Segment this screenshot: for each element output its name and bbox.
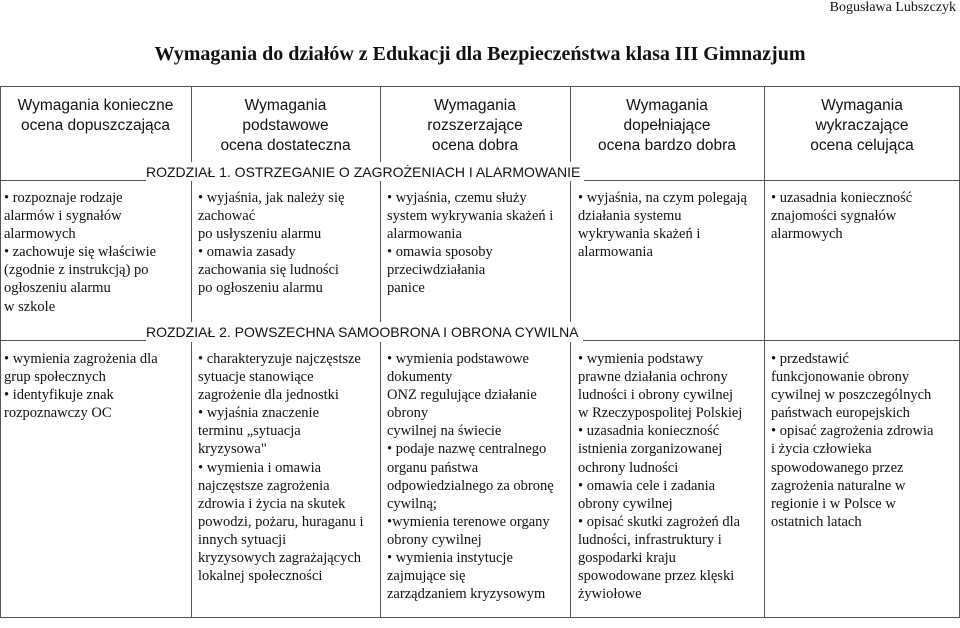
cell-line: system wykrywania skażeń i: [387, 208, 554, 225]
cell-line: państwach europejskich: [771, 405, 910, 422]
cell-line: •wymienia terenowe organy: [387, 513, 550, 530]
header-line: wykraczające: [815, 117, 909, 134]
header-line: ocena dostateczna: [220, 137, 351, 154]
cell-line: funkcjonowanie obrony: [771, 369, 910, 386]
cell-line: zdrowia i życia na skutek: [198, 495, 346, 512]
cell-line: w Rzeczypospolitej Polskiej: [578, 405, 743, 422]
cell-line: • wyjaśnia, na czym polegają: [578, 190, 747, 206]
cell-s2-dopelniajace: [578, 350, 764, 603]
cell-line: i życia człowieka: [771, 441, 872, 458]
table-border-top: [0, 86, 960, 87]
cell-line: cywilną;: [387, 495, 437, 512]
cell-line: najczęstsze zagrożenia: [198, 477, 330, 494]
cell-line: dokumenty: [387, 369, 453, 386]
cell-line: ochrony ludności: [578, 459, 679, 476]
column-divider: [380, 342, 381, 618]
column-divider: [570, 342, 571, 618]
header-line: Wymagania konieczne: [17, 97, 174, 114]
cell-line: (zgodnie z instrukcją) po: [4, 262, 149, 279]
cell-line: zagrożenie dla jednostki: [198, 387, 339, 404]
cell-line: powodzi, pożaru, huraganu i: [198, 513, 364, 530]
cell-line: innych sytuacji: [198, 531, 287, 548]
cell-line: po usłyszeniu alarmu: [198, 226, 322, 243]
cell-line: ogłoszeniu alarmu: [4, 280, 111, 297]
cell-line: sytuacje stanowiące: [198, 369, 314, 386]
cell-line: • podaje nazwę centralnego: [387, 441, 547, 458]
cell-line: panice: [387, 280, 425, 297]
section-title-1: ROZDZIAŁ 1. OSTRZEGANIE O ZAGROŻENIACH I ALARMOWANIE: [146, 163, 584, 181]
cell-line: cywilnej w poszczególnych: [771, 387, 932, 404]
cell-line: gospodarki kraju: [578, 550, 676, 567]
cell-line: • wyjaśnia, jak należy się: [198, 190, 345, 206]
cell-s2-rozszerzajace: [387, 350, 569, 603]
column-divider: [191, 342, 192, 618]
cell-line: alarmowania: [387, 226, 462, 243]
cell-line: • wyjaśnia, czemu służy: [387, 190, 527, 206]
cell-line: w szkole: [4, 298, 56, 315]
cell-line: • wymienia i omawia: [198, 459, 322, 476]
cell-line: • wymienia zagrożenia dla: [4, 351, 158, 367]
header-line: Wymagania: [244, 97, 327, 114]
cell-line: wykrywania skażeń i: [578, 226, 701, 243]
cell-line: odpowiedzialnego za obronę: [387, 477, 554, 494]
cell-line: zagrożenia naturalne w: [771, 477, 906, 494]
cell-line: spowodowanego przez: [771, 459, 904, 476]
header-line: ocena dopuszczająca: [20, 117, 171, 134]
cell-line: spowodowane przez klęski: [578, 568, 735, 585]
cell-line: • wymienia podstawowe: [387, 351, 529, 367]
cell-line: • omawia zasady: [198, 244, 296, 261]
header-line: ocena bardzo dobra: [598, 137, 736, 154]
header-line: rozszerzające: [427, 117, 523, 134]
header-line: ocena dobra: [431, 137, 519, 154]
cell-line: obrony cywilnej: [578, 495, 673, 512]
cell-line: obrony: [387, 405, 429, 422]
cell-line: ONZ regulujące działanie: [387, 387, 537, 404]
cell-line: alarmowych: [4, 226, 76, 243]
column-header-dopelniajace: [570, 96, 764, 158]
cell-line: znajomości sygnałów: [771, 208, 897, 225]
cell-s1-konieczne: [4, 189, 190, 316]
header-line: Wymagania: [626, 97, 708, 114]
header-line: dopełniające: [623, 117, 711, 134]
cell-line: alarmowania: [578, 244, 653, 261]
cell-line: • wyjaśnia znaczenie: [198, 405, 320, 422]
cell-line: • rozpoznaje rodzaje: [4, 190, 123, 206]
cell-line: • zachowuje się właściwie: [4, 244, 157, 261]
header-line: ocena celująca: [810, 137, 914, 154]
cell-s2-podstawowe: [198, 350, 379, 585]
cell-line: kryzysowa": [198, 441, 267, 458]
cell-line: po ogłoszeniu alarmu: [198, 280, 323, 297]
cell-line: • przedstawić: [771, 351, 849, 367]
cell-s1-podstawowe: [198, 189, 378, 298]
cell-line: • opisać skutki zagrożeń dla: [578, 513, 741, 530]
column-header-konieczne: [0, 96, 191, 158]
author-name: Bogusława Lubszczyk: [829, 0, 956, 15]
column-header-podstawowe: [191, 96, 380, 158]
cell-s2-wykraczajace: [771, 350, 959, 531]
cell-line: • opisać zagrożenia zdrowia: [771, 423, 934, 440]
column-header-rozszerzajace: [380, 96, 570, 158]
cell-line: • omawia cele i zadania: [578, 477, 716, 494]
cell-line: ludności i obrony cywilnej: [578, 387, 734, 404]
cell-s1-dopelniajace: [578, 189, 764, 261]
cell-line: działania systemu: [578, 208, 682, 225]
cell-line: żywiołowe: [578, 586, 642, 603]
cell-line: zachowania się ludności: [198, 262, 339, 279]
cell-line: • wymienia podstawy: [578, 351, 704, 367]
cell-line: • charakteryzuje najczęstsze: [198, 351, 361, 367]
cell-line: • identyfikuje znak: [4, 387, 114, 404]
cell-line: obrony cywilnej: [387, 531, 482, 548]
cell-line: ostatnich latach: [771, 513, 862, 530]
cell-line: alarmowych: [771, 226, 843, 243]
cell-line: ludności, infrastruktury i: [578, 531, 722, 548]
cell-line: istnienia zorganizowanej: [578, 441, 723, 458]
header-line: podstawowe: [242, 117, 329, 134]
cell-line: cywilnej na świecie: [387, 423, 502, 440]
cell-s2-konieczne: [4, 350, 190, 422]
cell-line: • wymienia instytucje: [387, 550, 513, 567]
cell-line: • uzasadnia konieczność: [578, 423, 720, 440]
cell-line: zajmujące się: [387, 568, 466, 585]
column-header-wykraczajace: [764, 96, 960, 158]
cell-s1-wykraczajace: [771, 189, 959, 243]
cell-line: alarmów i sygnałów: [4, 208, 122, 225]
header-line: Wymagania: [821, 97, 903, 114]
cell-line: rozpoznawczy OC: [4, 405, 112, 422]
header-line: Wymagania: [434, 97, 516, 114]
cell-line: prawne działania ochrony: [578, 369, 728, 386]
cell-s1-rozszerzajace: [387, 189, 569, 298]
cell-line: regionie i w Polsce w: [771, 495, 896, 512]
cell-line: zachować: [198, 208, 256, 225]
cell-line: zarządzaniem kryzysowym: [387, 586, 546, 603]
table-border-bottom: [0, 617, 960, 618]
cell-line: grup społecznych: [4, 369, 106, 386]
cell-line: przeciwdziałania: [387, 262, 486, 279]
section-title-2: ROZDZIAŁ 2. POWSZECHNA SAMOOBRONA I OBRONA CYWILNA: [146, 323, 583, 341]
column-divider: [0, 86, 1, 618]
cell-line: kryzysowych zagrażających: [198, 550, 362, 567]
column-divider: [191, 180, 192, 322]
cell-line: lokalnej społeczności: [198, 568, 323, 585]
column-divider: [380, 180, 381, 322]
cell-line: • omawia sposoby: [387, 244, 493, 261]
cell-line: • uzasadnia konieczność: [771, 190, 913, 206]
cell-line: terminu „sytuacja: [198, 423, 301, 440]
page-title: Wymagania do działów z Edukacji dla Bezpieczeństwa klasa III Gimnazjum: [154, 43, 806, 65]
column-divider: [570, 180, 571, 322]
column-divider: [764, 86, 765, 618]
cell-line: organu państwa: [387, 459, 479, 476]
